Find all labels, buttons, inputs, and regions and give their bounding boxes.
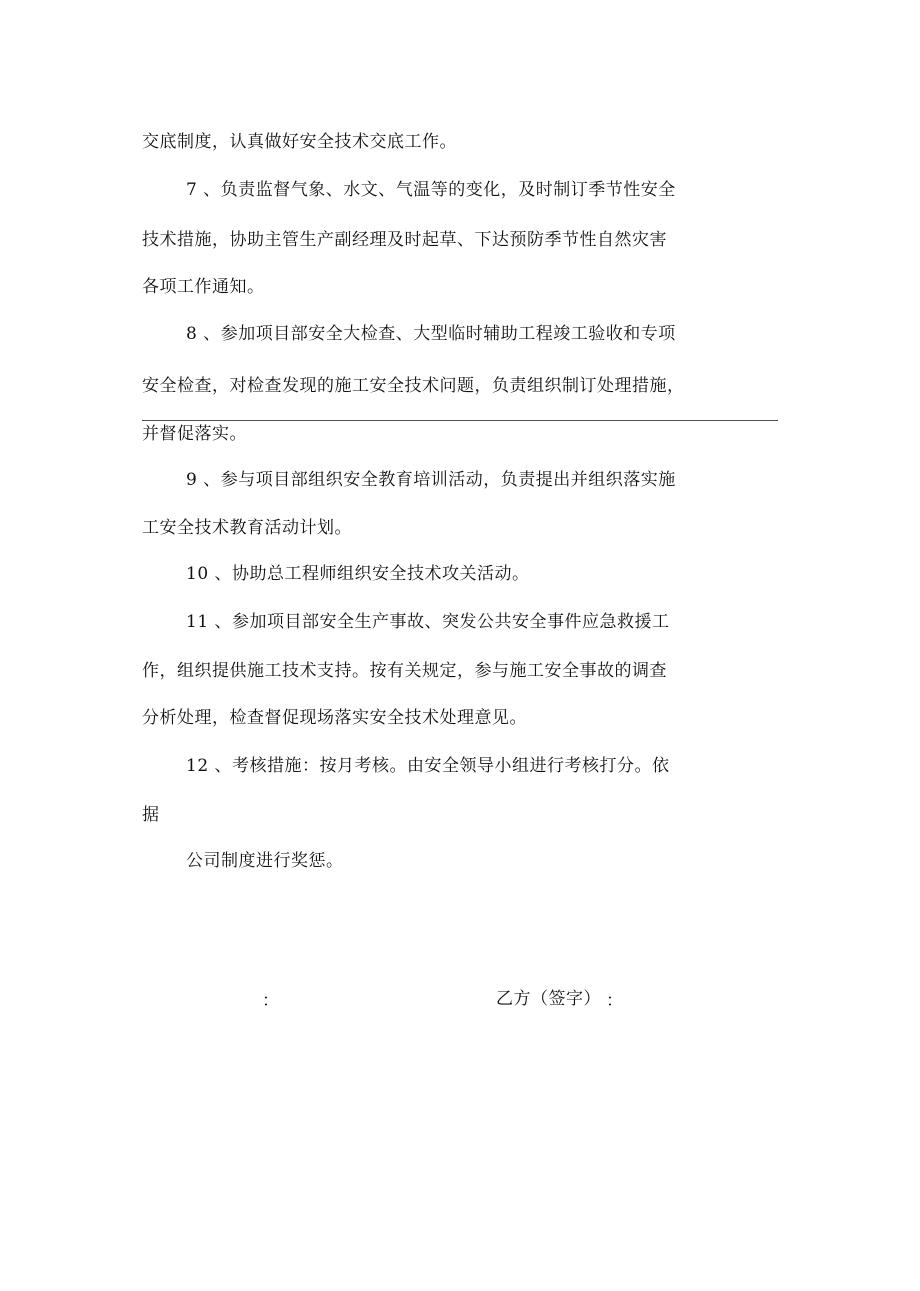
text-line-9: 工安全技术教育活动计划。 xyxy=(142,518,352,538)
text-line-11: 11 、参加项目部安全生产事故、突发公共安全事件应急救援工 xyxy=(186,612,670,632)
text-line-1: 交底制度，认真做好安全技术交底工作。 xyxy=(142,132,457,152)
party-b-colon: ： xyxy=(606,991,624,1011)
text-line-6: 安全检查，对检查发现的施工安全技术问题，负责组织制订处理措施， xyxy=(142,376,685,396)
text-line-13: 分析处理，检查督促现场落实安全技术处理意见。 xyxy=(142,708,527,728)
party-a-colon: ： xyxy=(262,991,280,1011)
text-line-3: 技术措施，协助主管生产副经理及时起草、下达预防季节性自然灾害 xyxy=(142,230,667,250)
text-line-4: 各项工作通知。 xyxy=(142,277,265,297)
text-line-2: 7 、负责监督气象、水文、气温等的变化，及时制订季节性安全 xyxy=(186,180,676,200)
text-line-10: 10 、协助总工程师组织安全技术攻关活动。 xyxy=(186,564,530,584)
text-line-14: 12 、考核措施：按月考核。由安全领导小组进行考核打分。依 xyxy=(186,756,670,776)
text-line-12: 作，组织提供施工技术支持。按有关规定，参与施工安全事故的调查 xyxy=(142,661,667,681)
text-line-8: 9 、参与项目部组织安全教育培训活动，负责提出并组织落实施 xyxy=(186,470,676,490)
divider-line xyxy=(142,420,778,421)
text-line-15: 据 xyxy=(142,805,160,825)
party-b-label: 乙方（签字） xyxy=(496,989,601,1009)
text-line-7: 并督促落实。 xyxy=(142,424,247,444)
text-line-5: 8 、参加项目部安全大检查、大型临时辅助工程竣工验收和专项 xyxy=(186,324,676,344)
text-line-16: 公司制度进行奖惩。 xyxy=(186,851,344,871)
